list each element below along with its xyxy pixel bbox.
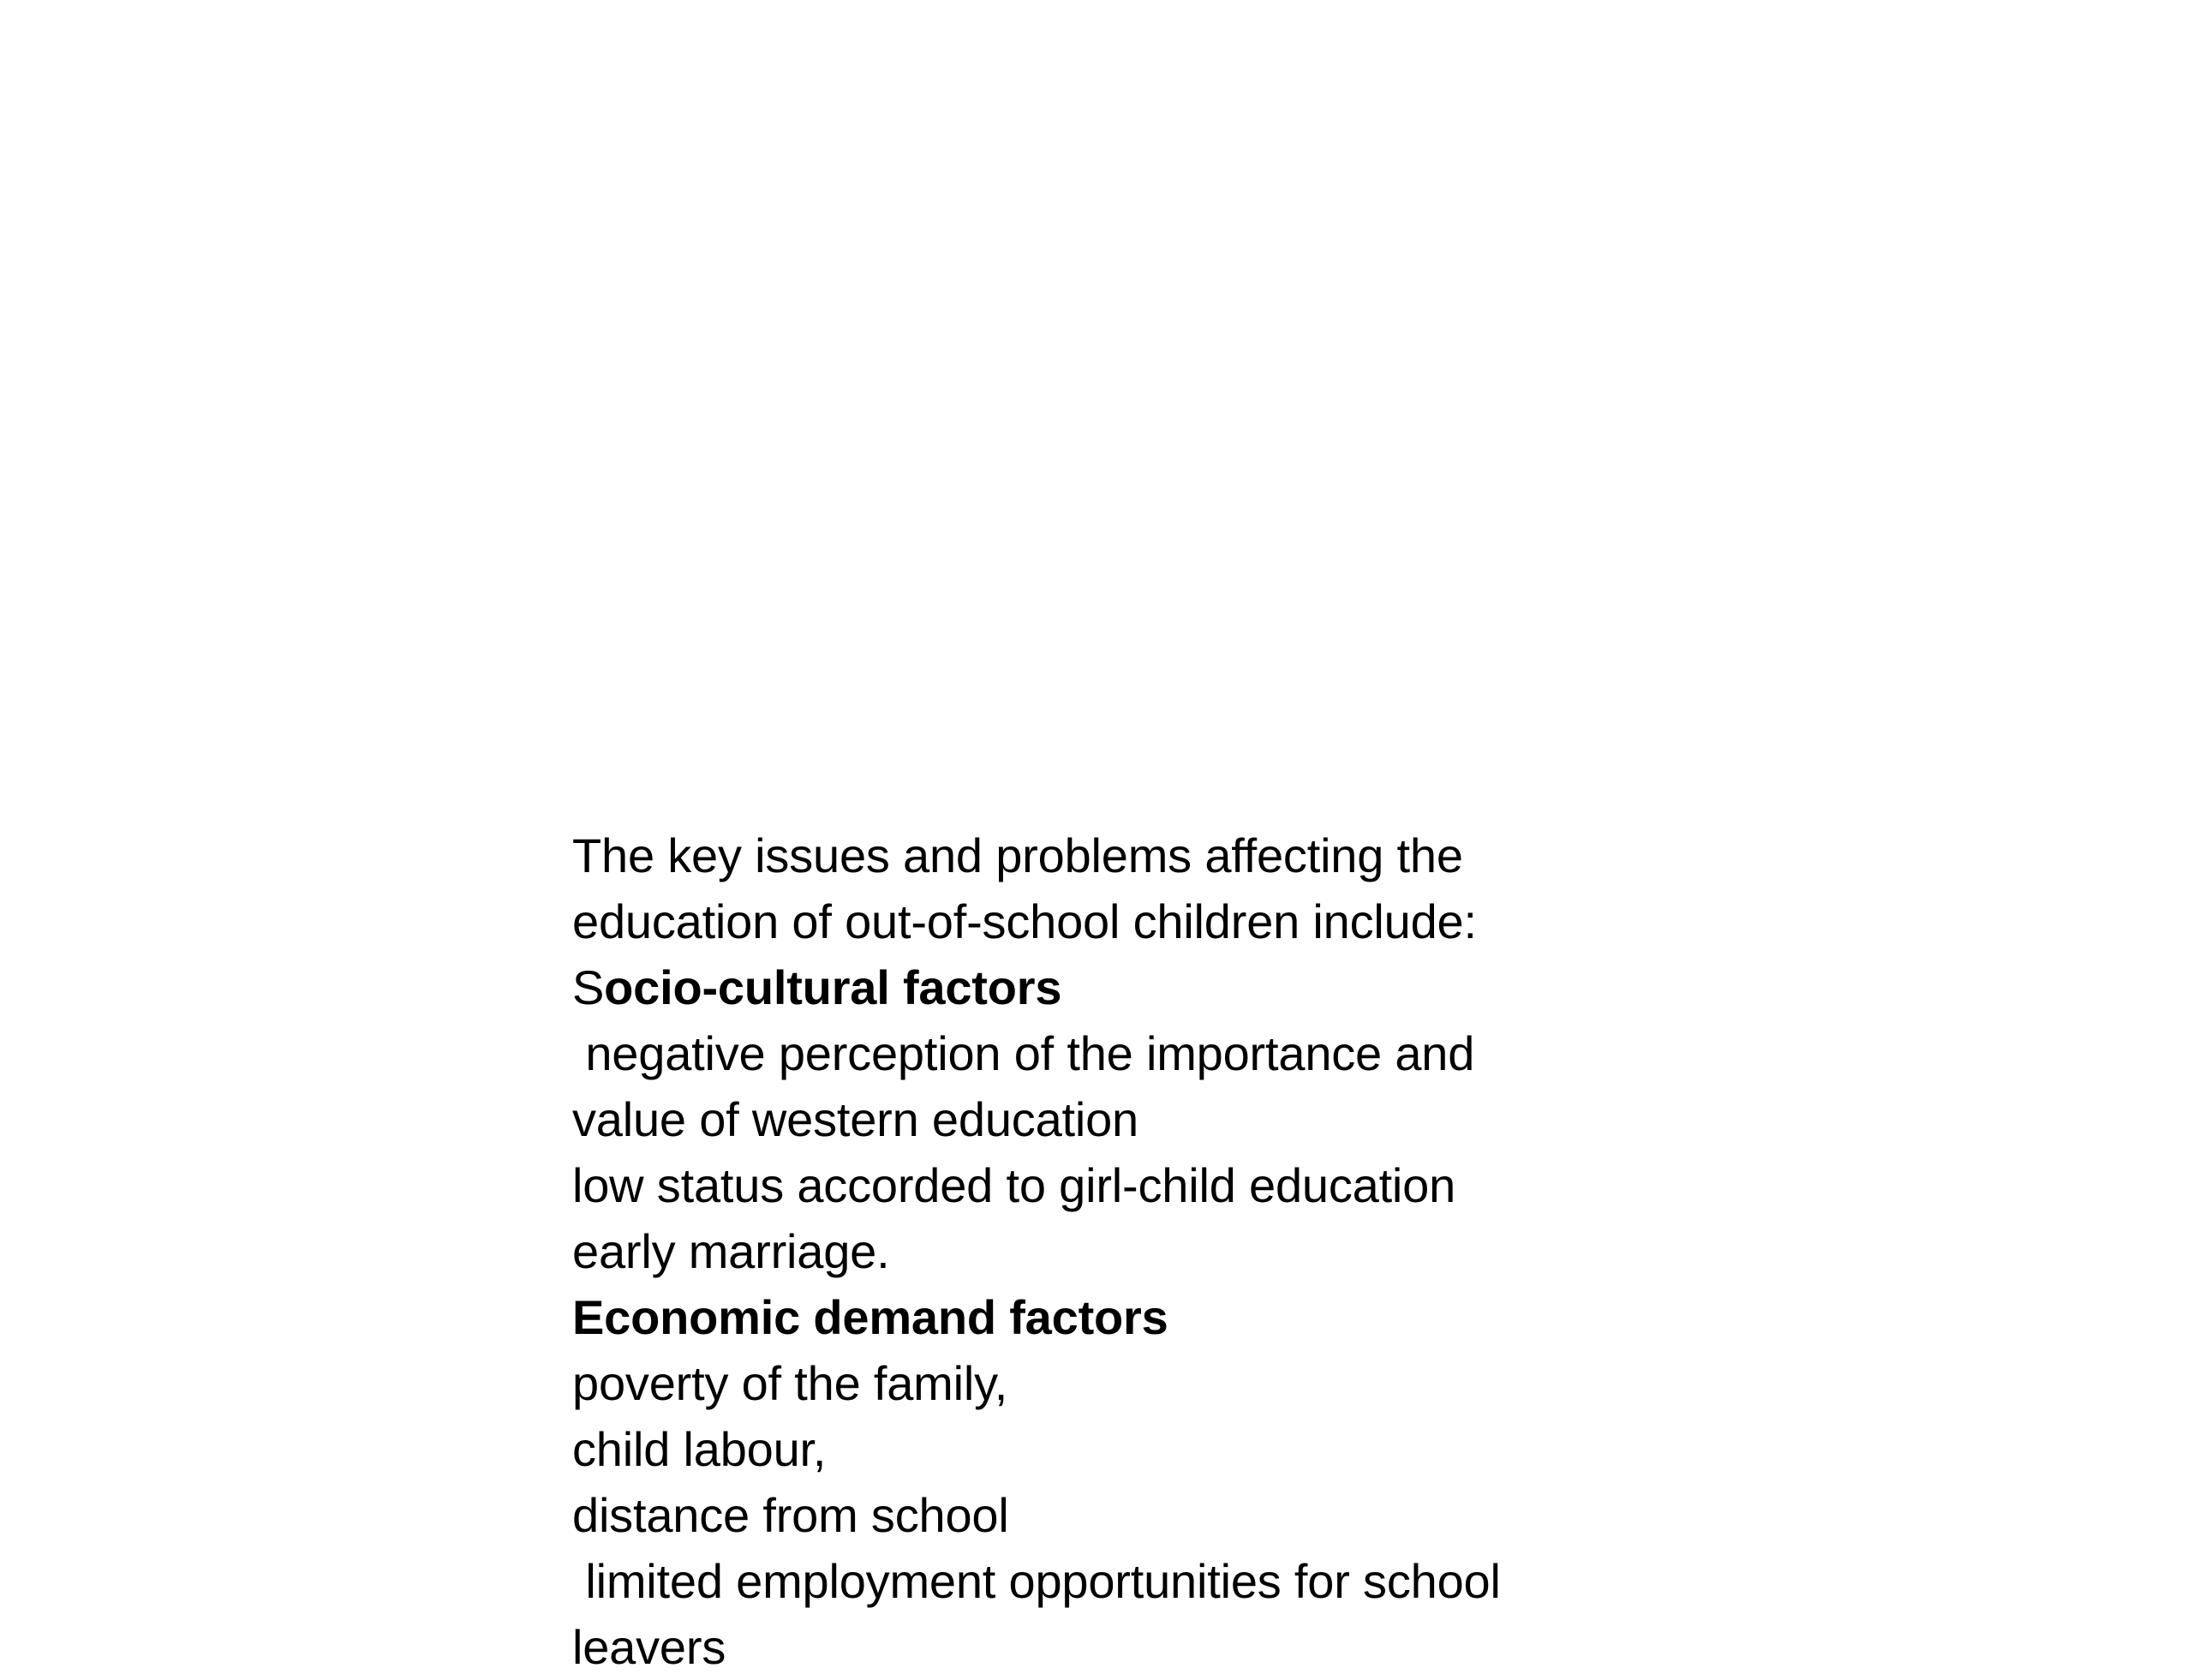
list-item: leavers	[572, 1620, 726, 1674]
intro-text-line: The key issues and problems affecting the	[572, 828, 1463, 882]
list-item: limited employment opportunities for school	[572, 1554, 1501, 1608]
list-item: poverty of the family,	[572, 1356, 1008, 1410]
heading-rest: ocio-cultural factors	[604, 960, 1062, 1014]
list-item: low status accorded to girl-child education	[572, 1158, 1456, 1212]
list-item: child labour,	[572, 1422, 827, 1476]
body-text-box	[572, 822, 1634, 1680]
section-heading-socio-cultural	[572, 954, 1634, 1020]
list-item: negative perception of the importance and	[572, 1026, 1475, 1080]
list-item: early marriage.	[572, 1224, 890, 1278]
intro-text-line: education of out-of-school children include:	[572, 894, 1477, 948]
heading-first-letter: S	[572, 960, 605, 1014]
section-heading-economic: Economic demand factors	[572, 1290, 1168, 1344]
list-item: distance from school	[572, 1488, 1009, 1542]
list-item: value of western education	[572, 1092, 1139, 1146]
